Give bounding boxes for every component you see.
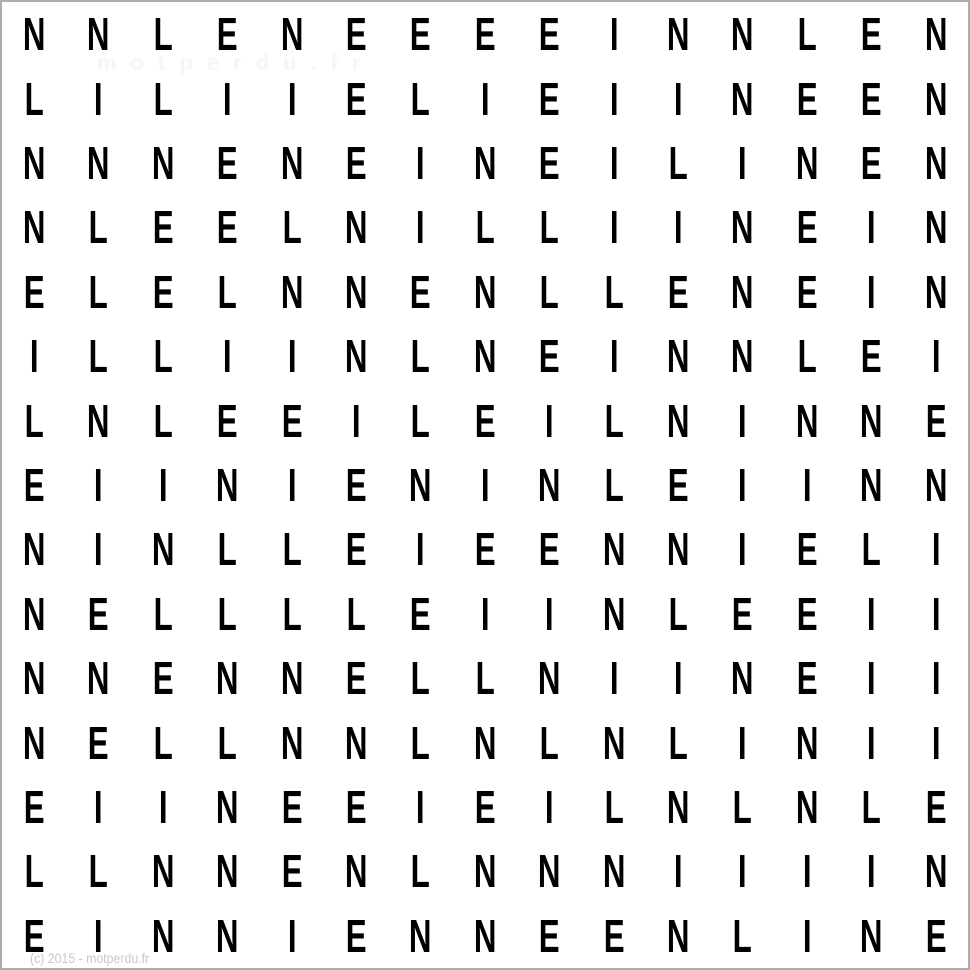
grid-cell-r2-c1[interactable]: L	[24, 72, 44, 125]
grid-cell-r11-c14[interactable]: I	[867, 652, 876, 705]
grid-cell-r14-c10[interactable]: N	[602, 845, 626, 898]
grid-cell-r1-c8[interactable]: E	[474, 8, 496, 61]
grid-cell-r11-c4[interactable]: N	[216, 652, 239, 705]
grid-cell-r3-c5[interactable]: N	[280, 136, 304, 189]
grid-cell-r13-c14[interactable]: L	[861, 780, 881, 833]
grid-cell-r13-c13[interactable]: N	[795, 780, 819, 833]
grid-cell-r3-c10[interactable]: I	[609, 136, 619, 189]
grid-cell-r2-c7[interactable]: L	[411, 72, 431, 125]
site-watermark: motperdu.fr	[97, 50, 375, 75]
grid-cell-r6-c5[interactable]: I	[287, 330, 297, 383]
grid-cell-r2-c12[interactable]: N	[731, 72, 754, 125]
grid-cell-r7-c15[interactable]: E	[925, 394, 947, 447]
grid-cell-r10-c1[interactable]: N	[22, 587, 46, 640]
grid-cell-r9-c5[interactable]: L	[282, 523, 302, 576]
grid-cell-r13-c7[interactable]: I	[416, 780, 425, 833]
grid-cell-r10-c9[interactable]: I	[545, 587, 554, 640]
grid-cell-r1-c10[interactable]: I	[609, 8, 619, 61]
grid-cell-r15-c13[interactable]: I	[802, 909, 812, 962]
grid-cell-r8-c7[interactable]: N	[409, 458, 432, 511]
grid-cell-r4-c4[interactable]: E	[216, 201, 238, 254]
grid-cell-r2-c5[interactable]: I	[287, 72, 297, 125]
grid-cell-r15-c6[interactable]: E	[345, 909, 367, 962]
grid-cell-r8-c2[interactable]: I	[94, 458, 103, 511]
grid-cell-r10-c12[interactable]: E	[732, 587, 754, 640]
grid-cell-r7-c4[interactable]: E	[216, 394, 238, 447]
grid-cell-r5-c3[interactable]: E	[152, 265, 174, 318]
grid-cell-r7-c3[interactable]: L	[153, 394, 173, 447]
grid-cell-r14-c3[interactable]: N	[151, 845, 175, 898]
grid-cell-r7-c2[interactable]: N	[87, 394, 110, 447]
grid-cell-r10-c3[interactable]: L	[153, 587, 173, 640]
grid-cell-r3-c8[interactable]: N	[473, 136, 497, 189]
grid-cell-r8-c3[interactable]: I	[158, 458, 168, 511]
grid-cell-r3-c12[interactable]: I	[738, 136, 747, 189]
grid-cell-r8-c10[interactable]: L	[604, 458, 624, 511]
grid-cell-r2-c9[interactable]: E	[538, 72, 560, 125]
grid-cell-r6-c10[interactable]: I	[609, 330, 619, 383]
grid-cell-r10-c8[interactable]: I	[480, 587, 490, 640]
grid-cell-r9-c7[interactable]: I	[416, 523, 425, 576]
grid-cell-r11-c6[interactable]: E	[345, 652, 367, 705]
grid-cell-r9-c8[interactable]: E	[474, 523, 496, 576]
grid-cell-r7-c12[interactable]: I	[738, 394, 747, 447]
grid-cell-r10-c6[interactable]: L	[346, 587, 366, 640]
grid-cell-r1-c7[interactable]: E	[410, 8, 432, 61]
grid-cell-r12-c6[interactable]: N	[344, 716, 368, 769]
grid-cell-r12-c8[interactable]: N	[473, 716, 497, 769]
grid-cell-r14-c11[interactable]: I	[673, 845, 683, 898]
grid-cell-r15-c7[interactable]: N	[409, 909, 432, 962]
grid-cell-r4-c3[interactable]: E	[152, 201, 174, 254]
grid-cell-r8-c8[interactable]: I	[480, 458, 490, 511]
grid-cell-r1-c13[interactable]: L	[797, 8, 817, 61]
grid-cell-r3-c1[interactable]: N	[22, 136, 46, 189]
grid-cell-r15-c1[interactable]: E	[23, 909, 45, 962]
grid-cell-r9-c12[interactable]: I	[738, 523, 747, 576]
grid-cell-r6-c11[interactable]: N	[666, 330, 690, 383]
grid-cell-r3-c2[interactable]: N	[87, 136, 110, 189]
grid-cell-r6-c4[interactable]: I	[223, 330, 232, 383]
grid-cell-r7-c8[interactable]: E	[474, 394, 496, 447]
grid-cell-r15-c8[interactable]: N	[473, 909, 497, 962]
grid-cell-r5-c11[interactable]: E	[667, 265, 689, 318]
grid-cell-r13-c12[interactable]: L	[733, 780, 753, 833]
grid-cell-r6-c3[interactable]: L	[153, 330, 173, 383]
grid-cell-r5-c2[interactable]: L	[89, 265, 109, 318]
grid-cell-r5-c13[interactable]: E	[796, 265, 818, 318]
grid-cell-r3-c11[interactable]: L	[668, 136, 688, 189]
grid-cell-r9-c6[interactable]: E	[345, 523, 367, 576]
grid-cell-r13-c8[interactable]: E	[474, 780, 496, 833]
grid-cell-r12-c9[interactable]: L	[539, 716, 559, 769]
grid-cell-r15-c10[interactable]: E	[603, 909, 625, 962]
grid-cell-r11-c3[interactable]: E	[152, 652, 174, 705]
grid-cell-r5-c14[interactable]: I	[867, 265, 876, 318]
grid-cell-r3-c7[interactable]: I	[416, 136, 425, 189]
grid-cell-r1-c5[interactable]: N	[280, 8, 304, 61]
grid-cell-r4-c13[interactable]: E	[796, 201, 818, 254]
grid-cell-r14-c5[interactable]: E	[281, 845, 303, 898]
grid-cell-r6-c15[interactable]: I	[931, 330, 941, 383]
grid-cell-r4-c2[interactable]: L	[89, 201, 109, 254]
grid-cell-r7-c9[interactable]: I	[545, 394, 554, 447]
grid-cell-r6-c1[interactable]: I	[29, 330, 39, 383]
grid-cell-r9-c11[interactable]: N	[666, 523, 690, 576]
grid-cell-r1-c9[interactable]: E	[538, 8, 560, 61]
grid-cell-r12-c7[interactable]: L	[411, 716, 431, 769]
grid-cell-r13-c9[interactable]: I	[545, 780, 554, 833]
grid-cell-r5-c7[interactable]: E	[410, 265, 432, 318]
grid-cell-r9-c13[interactable]: E	[796, 523, 818, 576]
grid-cell-r8-c12[interactable]: I	[738, 458, 747, 511]
grid-cell-r12-c10[interactable]: N	[602, 716, 626, 769]
grid-cell-r14-c12[interactable]: I	[738, 845, 747, 898]
grid-cell-r13-c3[interactable]: I	[158, 780, 168, 833]
grid-cell-r11-c13[interactable]: E	[796, 652, 818, 705]
grid-cell-r15-c11[interactable]: N	[666, 909, 690, 962]
grid-cell-r13-c10[interactable]: L	[604, 780, 624, 833]
grid-cell-r3-c15[interactable]: N	[924, 136, 948, 189]
grid-cell-r2-c10[interactable]: I	[609, 72, 619, 125]
grid-cell-r5-c8[interactable]: N	[473, 265, 497, 318]
grid-cell-r9-c2[interactable]: I	[94, 523, 103, 576]
grid-cell-r13-c15[interactable]: E	[925, 780, 947, 833]
grid-cell-r3-c4[interactable]: E	[216, 136, 238, 189]
grid-cell-r1-c15[interactable]: N	[924, 8, 948, 61]
grid-cell-r8-c4[interactable]: N	[216, 458, 239, 511]
grid-cell-r11-c5[interactable]: N	[280, 652, 304, 705]
grid-cell-r15-c9[interactable]: E	[538, 909, 560, 962]
grid-cell-r6-c13[interactable]: L	[797, 330, 817, 383]
grid-cell-r1-c1[interactable]: N	[22, 8, 46, 61]
grid-cell-r5-c5[interactable]: N	[280, 265, 304, 318]
grid-cell-r5-c15[interactable]: N	[924, 265, 948, 318]
grid-cell-r1-c11[interactable]: N	[666, 8, 690, 61]
grid-cell-r12-c11[interactable]: L	[668, 716, 688, 769]
grid-cell-r4-c5[interactable]: L	[282, 201, 302, 254]
grid-cell-r2-c6[interactable]: E	[345, 72, 367, 125]
grid-cell-r11-c15[interactable]: I	[931, 652, 941, 705]
grid-cell-r12-c14[interactable]: I	[867, 716, 876, 769]
letter-grid	[2, 2, 968, 968]
grid-cell-r4-c14[interactable]: I	[867, 201, 876, 254]
grid-cell-r4-c7[interactable]: I	[416, 201, 425, 254]
grid-cell-r11-c10[interactable]: I	[609, 652, 619, 705]
grid-cell-r12-c1[interactable]: N	[22, 716, 46, 769]
grid-cell-r15-c12[interactable]: L	[733, 909, 753, 962]
grid-cell-r7-c6[interactable]: I	[351, 394, 361, 447]
grid-cell-r6-c9[interactable]: E	[538, 330, 560, 383]
grid-cell-r3-c13[interactable]: N	[795, 136, 819, 189]
grid-cell-r9-c9[interactable]: E	[538, 523, 560, 576]
grid-cell-r10-c13[interactable]: E	[796, 587, 818, 640]
grid-cell-r6-c8[interactable]: N	[473, 330, 497, 383]
grid-cell-r7-c14[interactable]: N	[860, 394, 883, 447]
grid-cell-r2-c3[interactable]: L	[153, 72, 173, 125]
grid-cell-r14-c15[interactable]: N	[924, 845, 948, 898]
grid-cell-r12-c15[interactable]: I	[931, 716, 941, 769]
grid-cell-r8-c5[interactable]: I	[287, 458, 297, 511]
grid-cell-r2-c13[interactable]: E	[796, 72, 818, 125]
grid-cell-r6-c2[interactable]: L	[89, 330, 109, 383]
grid-cell-r13-c6[interactable]: E	[345, 780, 367, 833]
grid-cell-r11-c12[interactable]: N	[731, 652, 754, 705]
grid-cell-r15-c3[interactable]: N	[151, 909, 175, 962]
grid-cell-r7-c5[interactable]: E	[281, 394, 303, 447]
grid-cell-r4-c12[interactable]: N	[731, 201, 754, 254]
grid-cell-r8-c13[interactable]: I	[802, 458, 812, 511]
grid-cell-r2-c14[interactable]: E	[860, 72, 882, 125]
grid-cell-r4-c8[interactable]: L	[475, 201, 495, 254]
grid-cell-r2-c15[interactable]: N	[924, 72, 948, 125]
grid-cell-r3-c6[interactable]: E	[345, 136, 367, 189]
grid-cell-r7-c1[interactable]: L	[24, 394, 44, 447]
grid-cell-r12-c13[interactable]: N	[795, 716, 819, 769]
grid-cell-r12-c3[interactable]: L	[153, 716, 173, 769]
grid-cell-r13-c2[interactable]: I	[94, 780, 103, 833]
grid-cell-r5-c1[interactable]: E	[23, 265, 45, 318]
grid-cell-r14-c6[interactable]: N	[344, 845, 368, 898]
grid-cell-r6-c12[interactable]: N	[731, 330, 754, 383]
grid-cell-r11-c2[interactable]: N	[87, 652, 110, 705]
grid-cell-r12-c2[interactable]: E	[88, 716, 110, 769]
grid-cell-r8-c14[interactable]: N	[860, 458, 883, 511]
grid-cell-r14-c14[interactable]: I	[867, 845, 876, 898]
grid-cell-r11-c8[interactable]: L	[475, 652, 495, 705]
grid-cell-r14-c13[interactable]: I	[802, 845, 812, 898]
grid-cell-r4-c9[interactable]: L	[539, 201, 559, 254]
grid-cell-r4-c11[interactable]: I	[673, 201, 683, 254]
grid-cell-r9-c3[interactable]: N	[151, 523, 175, 576]
grid-cell-r9-c10[interactable]: N	[602, 523, 626, 576]
grid-cell-r7-c7[interactable]: L	[411, 394, 431, 447]
grid-cell-r13-c5[interactable]: E	[281, 780, 303, 833]
grid-cell-r11-c9[interactable]: N	[538, 652, 561, 705]
grid-cell-r5-c10[interactable]: L	[604, 265, 624, 318]
grid-cell-r7-c10[interactable]: L	[604, 394, 624, 447]
grid-cell-r7-c11[interactable]: N	[666, 394, 690, 447]
grid-cell-r11-c1[interactable]: N	[22, 652, 46, 705]
grid-cell-r5-c9[interactable]: L	[539, 265, 559, 318]
grid-cell-r4-c6[interactable]: N	[344, 201, 368, 254]
grid-cell-r8-c6[interactable]: E	[345, 458, 367, 511]
grid-cell-r12-c12[interactable]: I	[738, 716, 747, 769]
grid-cell-r14-c1[interactable]: L	[24, 845, 44, 898]
copyright-notice: (c) 2015 - motperdu.fr	[30, 950, 150, 966]
grid-cell-r15-c14[interactable]: N	[860, 909, 883, 962]
grid-cell-r15-c15[interactable]: E	[925, 909, 947, 962]
grid-cell-r11-c7[interactable]: L	[411, 652, 431, 705]
grid-cell-r8-c11[interactable]: E	[667, 458, 689, 511]
grid-cell-r10-c15[interactable]: I	[931, 587, 941, 640]
grid-cell-r12-c4[interactable]: L	[217, 716, 237, 769]
grid-cell-r2-c2[interactable]: I	[94, 72, 103, 125]
grid-cell-r11-c11[interactable]: I	[673, 652, 683, 705]
grid-cell-r15-c2[interactable]: I	[94, 909, 103, 962]
grid-cell-r9-c1[interactable]: N	[22, 523, 46, 576]
grid-cell-r7-c13[interactable]: N	[795, 394, 819, 447]
grid-cell-r10-c14[interactable]: I	[867, 587, 876, 640]
grid-cell-r15-c5[interactable]: I	[287, 909, 297, 962]
grid-cell-r3-c3[interactable]: N	[151, 136, 175, 189]
grid-cell-r6-c7[interactable]: L	[411, 330, 431, 383]
grid-cell-r1-c2[interactable]: N	[87, 8, 110, 61]
grid-cell-r6-c6[interactable]: N	[344, 330, 368, 383]
grid-cell-r14-c7[interactable]: L	[411, 845, 431, 898]
grid-cell-r9-c15[interactable]: I	[931, 523, 941, 576]
grid-cell-r10-c2[interactable]: E	[88, 587, 110, 640]
grid-cell-r4-c1[interactable]: N	[22, 201, 46, 254]
grid-cell-r5-c12[interactable]: N	[731, 265, 754, 318]
grid-cell-r8-c1[interactable]: E	[23, 458, 45, 511]
grid-cell-r15-c4[interactable]: N	[216, 909, 239, 962]
grid-cell-r9-c4[interactable]: L	[217, 523, 237, 576]
grid-cell-r12-c5[interactable]: N	[280, 716, 304, 769]
grid-cell-r4-c15[interactable]: N	[924, 201, 948, 254]
grid-cell-r4-c10[interactable]: I	[609, 201, 619, 254]
grid-cell-r10-c10[interactable]: N	[602, 587, 626, 640]
grid-cell-r2-c4[interactable]: I	[223, 72, 232, 125]
grid-cell-r10-c11[interactable]: L	[668, 587, 688, 640]
grid-cell-r14-c4[interactable]: N	[216, 845, 239, 898]
grid-cell-r1-c3[interactable]: L	[153, 8, 173, 61]
grid-cell-r2-c8[interactable]: I	[480, 72, 490, 125]
grid-cell-r13-c1[interactable]: E	[23, 780, 45, 833]
grid-cell-r6-c14[interactable]: E	[860, 330, 882, 383]
grid-cell-r9-c14[interactable]: L	[861, 523, 881, 576]
grid-cell-r1-c6[interactable]: E	[345, 8, 367, 61]
grid-cell-r3-c9[interactable]: E	[538, 136, 560, 189]
grid-cell-r14-c9[interactable]: N	[538, 845, 561, 898]
grid-cell-r14-c2[interactable]: L	[89, 845, 109, 898]
grid-cell-r5-c6[interactable]: N	[344, 265, 368, 318]
grid-cell-r8-c15[interactable]: N	[924, 458, 948, 511]
grid-cell-r13-c4[interactable]: N	[216, 780, 239, 833]
grid-cell-r8-c9[interactable]: N	[538, 458, 561, 511]
grid-cell-r13-c11[interactable]: N	[666, 780, 690, 833]
grid-cell-r10-c5[interactable]: L	[282, 587, 302, 640]
grid-cell-r1-c4[interactable]: E	[216, 8, 238, 61]
grid-cell-r5-c4[interactable]: L	[217, 265, 237, 318]
grid-cell-r1-c12[interactable]: N	[731, 8, 754, 61]
grid-cell-r10-c4[interactable]: L	[217, 587, 237, 640]
grid-cell-r1-c14[interactable]: E	[860, 8, 882, 61]
grid-cell-r2-c11[interactable]: I	[673, 72, 683, 125]
grid-cell-r14-c8[interactable]: N	[473, 845, 497, 898]
grid-cell-r10-c7[interactable]: E	[410, 587, 432, 640]
grid-cell-r3-c14[interactable]: E	[860, 136, 882, 189]
